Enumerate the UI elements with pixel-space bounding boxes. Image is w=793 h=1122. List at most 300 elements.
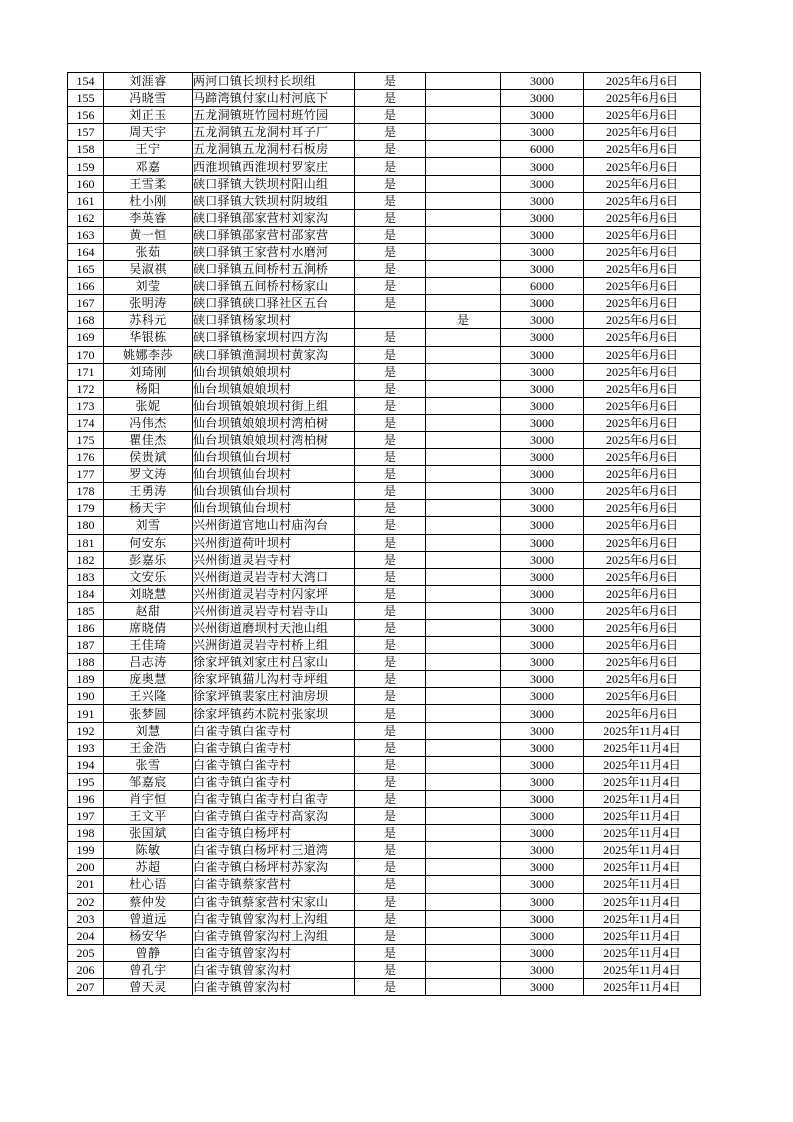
flag-col4-cell: 是 <box>355 808 426 825</box>
person-name-cell: 文安乐 <box>104 568 193 585</box>
amount-cell: 3000 <box>501 107 584 124</box>
address-cell: 白雀寺镇蔡家营村 <box>193 876 355 893</box>
table-row <box>68 295 701 312</box>
flag-col4-cell: 是 <box>355 688 426 705</box>
table-row <box>68 209 701 226</box>
row-number-cell: 185 <box>68 602 104 619</box>
table-row <box>68 243 701 260</box>
person-name-cell: 张梦圆 <box>104 705 193 722</box>
table-row <box>68 705 701 722</box>
person-name-cell: 曾天灵 <box>104 978 193 995</box>
date-cell: 2025年6月6日 <box>584 637 701 654</box>
amount-cell: 3000 <box>501 73 584 90</box>
flag-col4-cell: 是 <box>355 773 426 790</box>
date-cell: 2025年11月4日 <box>584 773 701 790</box>
flag-col5-cell <box>426 790 501 807</box>
amount-cell: 3000 <box>501 380 584 397</box>
person-name-cell: 姚娜李莎 <box>104 346 193 363</box>
flag-col5-cell <box>426 278 501 295</box>
table-row <box>68 329 701 346</box>
flag-col5-cell <box>426 500 501 517</box>
amount-cell: 3000 <box>501 449 584 466</box>
amount-cell: 3000 <box>501 90 584 107</box>
amount-cell: 3000 <box>501 414 584 431</box>
flag-col4-cell: 是 <box>355 329 426 346</box>
row-number-cell: 170 <box>68 346 104 363</box>
flag-col5-cell <box>426 893 501 910</box>
amount-cell: 3000 <box>501 226 584 243</box>
amount-cell: 3000 <box>501 312 584 329</box>
person-name-cell: 杜小刚 <box>104 192 193 209</box>
date-cell: 2025年6月6日 <box>584 209 701 226</box>
row-number-cell: 187 <box>68 637 104 654</box>
row-number-cell: 163 <box>68 226 104 243</box>
flag-col5-cell <box>426 671 501 688</box>
table-row <box>68 910 701 927</box>
flag-col5-cell <box>426 756 501 773</box>
person-name-cell: 席晓倩 <box>104 620 193 637</box>
address-cell: 兴洲街道灵岩寺村桥上组 <box>193 637 355 654</box>
row-number-cell: 175 <box>68 431 104 448</box>
person-name-cell: 苏科元 <box>104 312 193 329</box>
table-row <box>68 312 701 329</box>
row-number-cell: 158 <box>68 141 104 158</box>
flag-col4-cell: 是 <box>355 534 426 551</box>
date-cell: 2025年6月6日 <box>584 654 701 671</box>
address-cell: 仙台坝镇娘娘坝村 <box>193 380 355 397</box>
roster-body <box>68 73 701 996</box>
amount-cell: 3000 <box>501 773 584 790</box>
amount-cell: 3000 <box>501 175 584 192</box>
person-name-cell: 冯晓雪 <box>104 90 193 107</box>
row-number-cell: 173 <box>68 397 104 414</box>
date-cell: 2025年6月6日 <box>584 380 701 397</box>
table-row <box>68 842 701 859</box>
amount-cell: 3000 <box>501 124 584 141</box>
row-number-cell: 189 <box>68 671 104 688</box>
person-name-cell: 冯伟杰 <box>104 414 193 431</box>
date-cell: 2025年6月6日 <box>584 261 701 278</box>
address-cell: 兴州街道灵岩寺村岩寺山 <box>193 602 355 619</box>
amount-cell: 3000 <box>501 671 584 688</box>
person-name-cell: 赵甜 <box>104 602 193 619</box>
flag-col4-cell: 是 <box>355 876 426 893</box>
row-number-cell: 157 <box>68 124 104 141</box>
table-row <box>68 414 701 431</box>
address-cell: 硖口驿镇渔洞坝村黄家沟 <box>193 346 355 363</box>
address-cell: 五龙洞镇五龙洞村耳子厂 <box>193 124 355 141</box>
address-cell: 兴州街道磨坝村天池山组 <box>193 620 355 637</box>
flag-col4-cell: 是 <box>355 158 426 175</box>
address-cell: 白雀寺镇曾家沟村 <box>193 961 355 978</box>
address-cell: 白雀寺镇白杨坪村 <box>193 825 355 842</box>
amount-cell: 3000 <box>501 568 584 585</box>
table-row <box>68 226 701 243</box>
address-cell: 仙台坝镇仙台坝村 <box>193 466 355 483</box>
person-name-cell: 刘涯睿 <box>104 73 193 90</box>
address-cell: 仙台坝镇娘娘坝村街上组 <box>193 397 355 414</box>
flag-col4-cell: 是 <box>355 397 426 414</box>
table-row <box>68 568 701 585</box>
amount-cell: 3000 <box>501 739 584 756</box>
flag-col4-cell: 是 <box>355 431 426 448</box>
amount-cell: 3000 <box>501 517 584 534</box>
table-row <box>68 637 701 654</box>
flag-col4-cell: 是 <box>355 551 426 568</box>
flag-col4-cell: 是 <box>355 226 426 243</box>
date-cell: 2025年6月6日 <box>584 397 701 414</box>
row-number-cell: 181 <box>68 534 104 551</box>
address-cell: 白雀寺镇白雀寺村白雀寺 <box>193 790 355 807</box>
table-row <box>68 517 701 534</box>
address-cell: 白雀寺镇白雀寺村高家沟 <box>193 808 355 825</box>
flag-col4-cell: 是 <box>355 739 426 756</box>
table-row <box>68 585 701 602</box>
row-number-cell: 178 <box>68 483 104 500</box>
person-name-cell: 王勇涛 <box>104 483 193 500</box>
person-name-cell: 周天宇 <box>104 124 193 141</box>
table-row <box>68 534 701 551</box>
address-cell: 白雀寺镇曾家沟村 <box>193 944 355 961</box>
address-cell: 硖口驿镇邵家营村刘家沟 <box>193 209 355 226</box>
person-name-cell: 王宁 <box>104 141 193 158</box>
amount-cell: 3000 <box>501 431 584 448</box>
person-name-cell: 曾孔宇 <box>104 961 193 978</box>
flag-col5-cell <box>426 90 501 107</box>
date-cell: 2025年6月6日 <box>584 124 701 141</box>
flag-col4-cell: 是 <box>355 705 426 722</box>
date-cell: 2025年11月4日 <box>584 808 701 825</box>
flag-col5-cell <box>426 346 501 363</box>
table-row <box>68 893 701 910</box>
date-cell: 2025年11月4日 <box>584 825 701 842</box>
person-name-cell: 陈敏 <box>104 842 193 859</box>
row-number-cell: 193 <box>68 739 104 756</box>
row-number-cell: 179 <box>68 500 104 517</box>
person-name-cell: 杜心语 <box>104 876 193 893</box>
table-row <box>68 158 701 175</box>
flag-col5-cell <box>426 380 501 397</box>
flag-col4-cell: 是 <box>355 261 426 278</box>
flag-col4-cell: 是 <box>355 842 426 859</box>
address-cell: 徐家坪镇刘家庄村吕家山 <box>193 654 355 671</box>
row-number-cell: 182 <box>68 551 104 568</box>
address-cell: 白雀寺镇白雀寺村 <box>193 756 355 773</box>
date-cell: 2025年6月6日 <box>584 243 701 260</box>
flag-col4-cell: 是 <box>355 859 426 876</box>
table-row <box>68 876 701 893</box>
flag-col5-cell <box>426 944 501 961</box>
person-name-cell: 张明涛 <box>104 295 193 312</box>
address-cell: 兴州街道灵岩寺村大湾口 <box>193 568 355 585</box>
address-cell: 硖口驿镇五间桥村五涧桥 <box>193 261 355 278</box>
address-cell: 仙台坝镇娘娘坝村湾柏树 <box>193 414 355 431</box>
person-name-cell: 曾道远 <box>104 910 193 927</box>
flag-col5-cell <box>426 209 501 226</box>
person-name-cell: 李英睿 <box>104 209 193 226</box>
address-cell: 仙台坝镇仙台坝村 <box>193 449 355 466</box>
person-name-cell: 王兴隆 <box>104 688 193 705</box>
address-cell: 白雀寺镇白雀寺村 <box>193 739 355 756</box>
person-name-cell: 邹嘉宸 <box>104 773 193 790</box>
flag-col4-cell: 是 <box>355 927 426 944</box>
person-name-cell: 刘莹 <box>104 278 193 295</box>
row-number-cell: 206 <box>68 961 104 978</box>
date-cell: 2025年11月4日 <box>584 978 701 995</box>
table-row <box>68 466 701 483</box>
person-name-cell: 杨天宇 <box>104 500 193 517</box>
amount-cell: 3000 <box>501 688 584 705</box>
flag-col5-cell <box>426 226 501 243</box>
table-row <box>68 483 701 500</box>
row-number-cell: 190 <box>68 688 104 705</box>
amount-cell: 6000 <box>501 141 584 158</box>
person-name-cell: 刘正玉 <box>104 107 193 124</box>
amount-cell: 3000 <box>501 756 584 773</box>
person-name-cell: 王佳琦 <box>104 637 193 654</box>
table-row <box>68 397 701 414</box>
date-cell: 2025年6月6日 <box>584 175 701 192</box>
date-cell: 2025年6月6日 <box>584 688 701 705</box>
date-cell: 2025年6月6日 <box>584 73 701 90</box>
flag-col5-cell <box>426 927 501 944</box>
table-row <box>68 449 701 466</box>
flag-col5-cell <box>426 825 501 842</box>
table-row <box>68 739 701 756</box>
table-row <box>68 722 701 739</box>
amount-cell: 3000 <box>501 261 584 278</box>
flag-col4-cell: 是 <box>355 756 426 773</box>
table-row <box>68 620 701 637</box>
row-number-cell: 183 <box>68 568 104 585</box>
amount-cell: 3000 <box>501 876 584 893</box>
person-name-cell: 罗文涛 <box>104 466 193 483</box>
table-row <box>68 551 701 568</box>
row-number-cell: 199 <box>68 842 104 859</box>
row-number-cell: 200 <box>68 859 104 876</box>
row-number-cell: 207 <box>68 978 104 995</box>
amount-cell: 3000 <box>501 363 584 380</box>
flag-col4-cell: 是 <box>355 209 426 226</box>
table-row <box>68 756 701 773</box>
table-row <box>68 175 701 192</box>
row-number-cell: 205 <box>68 944 104 961</box>
row-number-cell: 169 <box>68 329 104 346</box>
table-row <box>68 500 701 517</box>
flag-col5-cell <box>426 773 501 790</box>
table-row <box>68 192 701 209</box>
date-cell: 2025年6月6日 <box>584 500 701 517</box>
row-number-cell: 154 <box>68 73 104 90</box>
row-number-cell: 180 <box>68 517 104 534</box>
flag-col5-cell <box>426 551 501 568</box>
table-row <box>68 859 701 876</box>
amount-cell: 3000 <box>501 483 584 500</box>
row-number-cell: 195 <box>68 773 104 790</box>
address-cell: 硖口驿镇硖口驿社区五台 <box>193 295 355 312</box>
flag-col5-cell <box>426 431 501 448</box>
date-cell: 2025年11月4日 <box>584 927 701 944</box>
person-name-cell: 王文平 <box>104 808 193 825</box>
flag-col4-cell: 是 <box>355 568 426 585</box>
amount-cell: 3000 <box>501 637 584 654</box>
person-name-cell: 刘琦刚 <box>104 363 193 380</box>
table-row <box>68 380 701 397</box>
row-number-cell: 160 <box>68 175 104 192</box>
address-cell: 仙台坝镇娘娘坝村 <box>193 363 355 380</box>
flag-col5-cell <box>426 517 501 534</box>
row-number-cell: 156 <box>68 107 104 124</box>
date-cell: 2025年6月6日 <box>584 414 701 431</box>
table-row <box>68 961 701 978</box>
row-number-cell: 177 <box>68 466 104 483</box>
row-number-cell: 204 <box>68 927 104 944</box>
address-cell: 五龙洞镇班竹园村班竹园 <box>193 107 355 124</box>
flag-col4-cell: 是 <box>355 192 426 209</box>
flag-col5-cell <box>426 124 501 141</box>
person-name-cell: 肖宇恒 <box>104 790 193 807</box>
table-row <box>68 773 701 790</box>
date-cell: 2025年6月6日 <box>584 602 701 619</box>
flag-col5-cell <box>426 534 501 551</box>
amount-cell: 3000 <box>501 158 584 175</box>
date-cell: 2025年11月4日 <box>584 842 701 859</box>
table-row <box>68 107 701 124</box>
date-cell: 2025年6月6日 <box>584 568 701 585</box>
flag-col5-cell <box>426 483 501 500</box>
date-cell: 2025年6月6日 <box>584 90 701 107</box>
row-number-cell: 196 <box>68 790 104 807</box>
flag-col5-cell: 是 <box>426 312 501 329</box>
amount-cell: 3000 <box>501 500 584 517</box>
table-row <box>68 944 701 961</box>
address-cell: 白雀寺镇白雀寺村 <box>193 773 355 790</box>
flag-col4-cell: 是 <box>355 910 426 927</box>
flag-col5-cell <box>426 175 501 192</box>
address-cell: 徐家坪镇药木院村张家坝 <box>193 705 355 722</box>
table-row <box>68 808 701 825</box>
person-name-cell: 张妮 <box>104 397 193 414</box>
person-name-cell: 侯贵斌 <box>104 449 193 466</box>
date-cell: 2025年11月4日 <box>584 790 701 807</box>
table-row <box>68 654 701 671</box>
address-cell: 兴州街道灵岩寺村闪家坪 <box>193 585 355 602</box>
row-number-cell: 171 <box>68 363 104 380</box>
date-cell: 2025年11月4日 <box>584 961 701 978</box>
table-row <box>68 978 701 995</box>
amount-cell: 6000 <box>501 278 584 295</box>
row-number-cell: 155 <box>68 90 104 107</box>
flag-col4-cell: 是 <box>355 500 426 517</box>
person-name-cell: 杨阳 <box>104 380 193 397</box>
person-name-cell: 王金浩 <box>104 739 193 756</box>
date-cell: 2025年6月6日 <box>584 107 701 124</box>
address-cell: 白雀寺镇曾家沟村上沟组 <box>193 910 355 927</box>
row-number-cell: 164 <box>68 243 104 260</box>
date-cell: 2025年6月6日 <box>584 278 701 295</box>
person-name-cell: 华银栋 <box>104 329 193 346</box>
table-row <box>68 90 701 107</box>
address-cell: 硖口驿镇大铁坝村阴坡组 <box>193 192 355 209</box>
flag-col5-cell <box>426 414 501 431</box>
amount-cell: 3000 <box>501 705 584 722</box>
date-cell: 2025年11月4日 <box>584 859 701 876</box>
flag-col5-cell <box>426 568 501 585</box>
row-number-cell: 203 <box>68 910 104 927</box>
flag-col4-cell: 是 <box>355 363 426 380</box>
person-name-cell: 刘晓慧 <box>104 585 193 602</box>
person-name-cell: 王雪柔 <box>104 175 193 192</box>
flag-col5-cell <box>426 876 501 893</box>
person-name-cell: 张雪 <box>104 756 193 773</box>
person-name-cell: 何安东 <box>104 534 193 551</box>
flag-col4-cell: 是 <box>355 585 426 602</box>
flag-col5-cell <box>426 295 501 312</box>
amount-cell: 3000 <box>501 859 584 876</box>
flag-col5-cell <box>426 910 501 927</box>
flag-col4-cell: 是 <box>355 620 426 637</box>
roster-table <box>67 72 701 996</box>
flag-col5-cell <box>426 397 501 414</box>
table-row <box>68 671 701 688</box>
address-cell: 硖口驿镇五间桥村杨家山 <box>193 278 355 295</box>
person-name-cell: 苏超 <box>104 859 193 876</box>
row-number-cell: 202 <box>68 893 104 910</box>
amount-cell: 3000 <box>501 825 584 842</box>
row-number-cell: 198 <box>68 825 104 842</box>
row-number-cell: 162 <box>68 209 104 226</box>
date-cell: 2025年11月4日 <box>584 722 701 739</box>
row-number-cell: 172 <box>68 380 104 397</box>
table-row <box>68 825 701 842</box>
address-cell: 徐家坪镇猫儿沟村寺坪组 <box>193 671 355 688</box>
row-number-cell: 191 <box>68 705 104 722</box>
person-name-cell: 刘慧 <box>104 722 193 739</box>
flag-col5-cell <box>426 192 501 209</box>
amount-cell: 3000 <box>501 397 584 414</box>
flag-col4-cell: 是 <box>355 414 426 431</box>
amount-cell: 3000 <box>501 808 584 825</box>
amount-cell: 3000 <box>501 192 584 209</box>
row-number-cell: 184 <box>68 585 104 602</box>
address-cell: 硖口驿镇杨家坝村 <box>193 312 355 329</box>
flag-col4-cell: 是 <box>355 466 426 483</box>
row-number-cell: 186 <box>68 620 104 637</box>
date-cell: 2025年6月6日 <box>584 158 701 175</box>
address-cell: 仙台坝镇娘娘坝村湾柏树 <box>193 431 355 448</box>
date-cell: 2025年11月4日 <box>584 876 701 893</box>
flag-col4-cell: 是 <box>355 671 426 688</box>
flag-col5-cell <box>426 243 501 260</box>
flag-col5-cell <box>426 585 501 602</box>
amount-cell: 3000 <box>501 893 584 910</box>
table-row <box>68 124 701 141</box>
date-cell: 2025年6月6日 <box>584 585 701 602</box>
address-cell: 硖口驿镇王家营村水磨河 <box>193 243 355 260</box>
date-cell: 2025年6月6日 <box>584 226 701 243</box>
flag-col4-cell: 是 <box>355 73 426 90</box>
address-cell: 仙台坝镇仙台坝村 <box>193 483 355 500</box>
date-cell: 2025年11月4日 <box>584 756 701 773</box>
flag-col5-cell <box>426 620 501 637</box>
date-cell: 2025年6月6日 <box>584 346 701 363</box>
flag-col5-cell <box>426 705 501 722</box>
row-number-cell: 166 <box>68 278 104 295</box>
flag-col4-cell: 是 <box>355 637 426 654</box>
flag-col4-cell: 是 <box>355 654 426 671</box>
address-cell: 兴州街道灵岩寺村 <box>193 551 355 568</box>
flag-col4-cell: 是 <box>355 380 426 397</box>
